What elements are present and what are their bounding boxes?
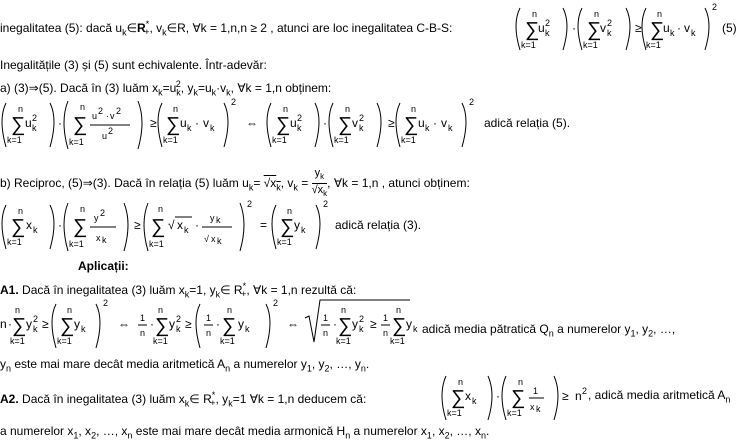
sqrt-sign: √ — [168, 218, 175, 232]
exp: 2 — [116, 106, 122, 116]
sum-lower: k=1 — [69, 137, 84, 147]
exp: 2 — [712, 2, 718, 12]
var: v — [203, 116, 209, 130]
text: , y — [311, 357, 325, 371]
iff: ⇔ — [246, 116, 258, 130]
sum-lower: k=1 — [401, 135, 416, 145]
text: adică relația (3). — [335, 218, 422, 232]
sub: k — [215, 289, 221, 300]
text: inegalitatea (5): dacă u — [0, 21, 123, 35]
sum-upper: n — [18, 104, 24, 114]
sub: k — [32, 123, 37, 133]
sub: n — [360, 363, 366, 374]
var: y — [74, 317, 80, 331]
var: y — [294, 218, 300, 232]
sub: k — [176, 324, 181, 334]
text: =u — [162, 81, 177, 95]
sum-sign: ∑ — [587, 19, 602, 41]
equation-tag: (5) — [722, 21, 737, 35]
text: , adică media aritmetică A — [588, 388, 726, 402]
sum-lower: k=1 — [153, 336, 168, 346]
var: x — [26, 218, 32, 232]
sub: k — [217, 236, 222, 246]
sum-upper: n — [18, 206, 24, 216]
sub: k — [81, 324, 86, 334]
den: n — [140, 328, 146, 338]
sum-upper: n — [158, 204, 164, 214]
sum-upper: n — [396, 305, 402, 315]
dot: · — [106, 111, 109, 121]
geq: ≥ — [635, 21, 642, 35]
geq: ≥ — [134, 218, 141, 232]
exp: 2 — [359, 113, 365, 123]
sum-upper: n — [411, 104, 417, 114]
sum-lower: k=1 — [507, 408, 522, 418]
exp: 2 — [582, 386, 588, 396]
text: = — [297, 175, 312, 190]
text: Dacă în inegalitatea (3) luăm x — [22, 392, 185, 406]
sum-upper: n — [80, 204, 86, 214]
den: n — [206, 328, 212, 338]
sum-sign: ∑ — [511, 387, 526, 409]
text: ∈R, ∀k = 1,n,n ≥ 2 , atunci are loc inegalitatea C-B-S: — [166, 21, 453, 35]
sum-upper: n — [15, 305, 21, 315]
sum-sign: ∑ — [280, 216, 295, 238]
text-a2-line2 — [0, 424, 489, 442]
sub: 2 — [648, 328, 654, 339]
sub: n — [345, 430, 351, 441]
text: , v — [280, 175, 294, 190]
text: R — [137, 21, 146, 35]
dot: · — [58, 116, 62, 130]
sum-lower: k=1 — [583, 40, 598, 50]
sub: k — [301, 225, 306, 235]
sub: 1 — [306, 363, 312, 374]
sum-upper: n — [532, 9, 538, 19]
var: n — [575, 389, 582, 403]
text: este mai mare decât media aritmetică A — [11, 357, 226, 371]
text: , …, x — [96, 424, 128, 438]
var: y — [406, 317, 412, 331]
text: =1 ∀k = 1,n deducem că: — [232, 392, 367, 406]
text: , ∀k = 1,n rezultă că: — [246, 283, 357, 297]
text: a numerelor y — [553, 322, 631, 336]
text-a2-tail — [588, 388, 730, 406]
sub: k — [670, 28, 675, 38]
sum-lower: k=1 — [7, 135, 22, 145]
text-a2 — [0, 388, 366, 410]
var: x — [465, 389, 471, 403]
sum-lower: k=1 — [10, 336, 25, 346]
var: n — [0, 317, 7, 331]
sub: k — [413, 324, 418, 334]
sup: * — [242, 281, 247, 291]
sub: k — [293, 182, 298, 193]
geq: ≥ — [562, 389, 569, 403]
dot: · — [323, 116, 327, 130]
sum-lower: k=1 — [521, 40, 536, 50]
sum-lower: k=1 — [149, 239, 164, 249]
text: , y — [635, 322, 649, 336]
text: , x — [78, 424, 92, 438]
geq: ≥ — [185, 317, 192, 331]
sum-upper: n — [158, 305, 164, 315]
sub: k — [691, 28, 696, 38]
sum-upper: n — [287, 206, 293, 216]
sum-upper: n — [518, 377, 524, 387]
sub: k — [536, 404, 541, 414]
var: u — [102, 131, 108, 141]
subscript: + — [144, 27, 150, 38]
dot: · — [195, 218, 199, 232]
text-line-2: Inegalitățile (3) și (5) sunt echivalente. Într-adevăr: — [0, 58, 267, 72]
text: = — [253, 175, 264, 190]
sum-lower: k=1 — [163, 135, 178, 145]
text: , ∀k = 1,n , atunci obținem: — [327, 175, 470, 190]
var: x — [317, 184, 324, 197]
sub: k — [158, 87, 163, 98]
text: ∈ — [126, 21, 138, 35]
text-a1-line2 — [0, 357, 369, 375]
text: adică media pătratică Q — [422, 322, 549, 336]
var: y — [314, 167, 321, 179]
sub: k — [323, 189, 328, 199]
sub: k — [33, 324, 38, 334]
var: u — [418, 116, 425, 130]
sum-sign: ∑ — [73, 114, 88, 136]
sub: 2 — [444, 430, 450, 441]
label: A2. — [0, 392, 19, 406]
sub: n — [127, 430, 133, 441]
sum-lower: k=1 — [390, 336, 405, 346]
sum-lower: k=1 — [277, 237, 292, 247]
sum-sign: ∑ — [166, 114, 181, 136]
sub: k — [184, 398, 190, 409]
text: , v — [149, 21, 163, 35]
sub: + — [210, 398, 216, 409]
exp: 2 — [231, 97, 237, 107]
var: x — [530, 402, 535, 412]
text: , …, x — [449, 424, 481, 438]
sub: k — [184, 289, 190, 300]
dot: · — [677, 21, 681, 35]
sub: k — [425, 123, 430, 133]
exp: 2 — [176, 314, 182, 324]
text: ∈ R — [220, 283, 243, 297]
text: =u — [197, 81, 212, 95]
exp: 2 — [545, 18, 551, 28]
var: v — [600, 21, 606, 35]
sum-sign: ∑ — [151, 216, 166, 238]
var: v — [441, 116, 447, 130]
sub: 2 — [324, 363, 330, 374]
var: y — [210, 213, 215, 223]
sub: k — [359, 324, 364, 334]
sum-lower: k=1 — [447, 408, 462, 418]
text: Dacă în inegalitatea (3) luăm x — [22, 283, 185, 297]
exp: 2 — [323, 199, 329, 209]
sum-upper: n — [657, 9, 663, 19]
sub: k — [448, 123, 453, 133]
sup: 2 — [175, 79, 181, 89]
sum-lower: k=1 — [7, 237, 22, 247]
sum-sign: ∑ — [60, 315, 75, 337]
var: u — [25, 116, 32, 130]
sum-upper: n — [67, 305, 73, 315]
sub: k — [226, 87, 231, 98]
var: u — [180, 116, 187, 130]
text-line-5 — [0, 167, 470, 200]
sub: k — [320, 172, 325, 182]
text: y — [0, 357, 6, 371]
formula-cbs — [0, 0, 751, 60]
sum-upper: n — [341, 305, 347, 315]
text: ·v — [216, 81, 227, 95]
sum-sign: ∑ — [12, 315, 27, 337]
var: y — [94, 213, 99, 223]
formula-b — [0, 197, 751, 257]
exp: 2 — [273, 298, 279, 308]
exp: 2 — [108, 126, 114, 136]
sum-sign: ∑ — [451, 387, 466, 409]
sub: n — [548, 328, 554, 339]
text: . — [365, 357, 370, 371]
sqrt-sign: √ — [204, 234, 209, 244]
eq: = — [260, 218, 268, 232]
label: A1. — [0, 283, 19, 297]
dot: · — [496, 389, 500, 403]
var: y — [26, 317, 32, 331]
geq: ≥ — [150, 116, 157, 130]
geq: ≥ — [388, 116, 395, 130]
sub: k — [187, 123, 192, 133]
var: x — [211, 234, 216, 244]
num: 1 — [383, 313, 389, 323]
sub: k — [184, 225, 189, 235]
text: este mai mare decât media armonică H — [132, 424, 346, 438]
sum-upper: n — [227, 305, 233, 315]
sum-sign: ∑ — [338, 114, 353, 136]
exp: 2 — [247, 199, 253, 209]
text: , …, y — [329, 357, 361, 371]
text: , …, — [653, 322, 676, 336]
fraction-yk-sqrtxk: $\frac{y_k}{√x_k}$ — [311, 167, 328, 199]
sum-upper: n — [80, 102, 86, 112]
exp: 2 — [297, 113, 303, 123]
sub: n — [725, 394, 731, 405]
sub: k — [228, 398, 233, 409]
var: u — [538, 21, 545, 35]
text: b) Reciproc, (5)⇒(3). Dacă în relația (5) luăm u — [0, 175, 249, 190]
exp: 2 — [103, 298, 109, 308]
sub: k — [245, 324, 250, 334]
sum-sign: ∑ — [11, 114, 26, 136]
dot: · — [150, 317, 154, 331]
geq: ≥ — [42, 317, 49, 331]
sum-sign: ∑ — [276, 114, 291, 136]
var: y — [238, 317, 244, 331]
var: y — [352, 317, 358, 331]
text: . — [485, 424, 490, 438]
var: v — [110, 111, 115, 121]
num: 1 — [206, 313, 212, 323]
sum-lower: k=1 — [57, 336, 72, 346]
sum-sign: ∑ — [525, 19, 540, 41]
sum-upper: n — [283, 104, 289, 114]
sup: * — [211, 390, 216, 400]
sum-lower: k=1 — [69, 239, 84, 249]
sum-sign: ∑ — [73, 216, 88, 238]
exp: 2 — [359, 314, 365, 324]
text: ∈ R — [189, 392, 212, 406]
sum-upper: n — [594, 9, 600, 19]
text: , y — [180, 81, 194, 95]
dot: · — [433, 116, 437, 130]
sub: k — [176, 87, 181, 98]
sum-lower: k=1 — [272, 135, 287, 145]
sum-sign: ∑ — [650, 19, 665, 41]
text: a) (3)⇒(5). Dacă în (3) luăm x — [0, 81, 159, 95]
sum-lower: k=1 — [334, 135, 349, 145]
iff: ⇔ — [118, 317, 130, 331]
sub: 1 — [426, 430, 432, 441]
sub: k — [545, 28, 550, 38]
text-a1-tail — [422, 322, 675, 340]
var: v — [352, 116, 358, 130]
var: x — [177, 218, 183, 232]
var: u — [92, 111, 98, 121]
sub: n — [225, 363, 231, 374]
subscript: k — [122, 27, 127, 38]
sum-upper: n — [173, 104, 179, 114]
sub: k — [472, 396, 477, 406]
sum-upper: n — [458, 377, 464, 387]
sqrt-xk: $√x_k$ — [263, 175, 281, 193]
sub: n — [480, 430, 486, 441]
text: , ∀k = 1,n obținem: — [230, 81, 332, 95]
text: a numerelor x — [350, 424, 427, 438]
text: adică relația (5). — [484, 116, 571, 130]
num: 1 — [323, 313, 329, 323]
sum-sign: ∑ — [404, 114, 419, 136]
dot: · — [8, 317, 12, 331]
var: v — [684, 21, 690, 35]
sum-lower: k=1 — [646, 40, 661, 50]
sub: k — [359, 123, 364, 133]
sum-lower: k=1 — [336, 336, 351, 346]
exp: 2 — [33, 314, 39, 324]
sub: k — [211, 87, 217, 98]
superscript: * — [145, 19, 150, 29]
dot: · — [195, 116, 199, 130]
exp: 2 — [98, 106, 104, 116]
sum-sign: ∑ — [222, 315, 237, 337]
sub: k — [276, 182, 281, 193]
sub: 1 — [73, 430, 79, 441]
dot: · — [216, 317, 220, 331]
text: a numerelor x — [0, 424, 74, 438]
text: =1, y — [189, 283, 216, 297]
sub: k — [248, 182, 254, 193]
var: x — [96, 233, 101, 243]
den: n — [383, 328, 389, 338]
sum-lower: k=1 — [220, 336, 235, 346]
dot: · — [58, 218, 62, 232]
num: 1 — [140, 313, 146, 323]
sub: + — [241, 289, 247, 300]
exp: 2 — [32, 113, 38, 123]
sub: k — [33, 225, 38, 235]
sub: k — [102, 235, 107, 245]
exp: 2 — [469, 97, 475, 107]
geq: ≥ — [370, 317, 377, 331]
den: n — [323, 328, 329, 338]
sub: k — [193, 87, 198, 98]
iff: ⇔ — [287, 317, 299, 331]
sum-sign: ∑ — [11, 216, 26, 238]
sub: k — [216, 215, 221, 225]
text: , y — [215, 392, 229, 406]
exp: 2 — [100, 208, 106, 218]
sum-sign: ∑ — [392, 315, 407, 337]
sub: 1 — [630, 328, 636, 339]
sub: k — [210, 123, 215, 133]
text: , x — [431, 424, 445, 438]
text: a numerelor y — [230, 357, 307, 371]
sub: k — [297, 123, 302, 133]
sub: k — [607, 28, 612, 38]
var: u — [290, 116, 297, 130]
var: y — [169, 317, 175, 331]
var: u — [663, 21, 670, 35]
sum-sign: ∑ — [338, 315, 353, 337]
dot: · — [572, 21, 576, 35]
sub: 2 — [91, 430, 97, 441]
exp: 2 — [607, 18, 613, 28]
sum-upper: n — [345, 104, 351, 114]
section-heading: Aplicații: — [78, 259, 129, 273]
num: 1 — [533, 386, 539, 396]
subscript: k — [162, 27, 167, 38]
sub: n — [6, 363, 12, 374]
formula-a — [0, 95, 751, 155]
var: x — [270, 175, 277, 190]
sum-sign: ∑ — [155, 315, 170, 337]
dot: · — [333, 317, 337, 331]
